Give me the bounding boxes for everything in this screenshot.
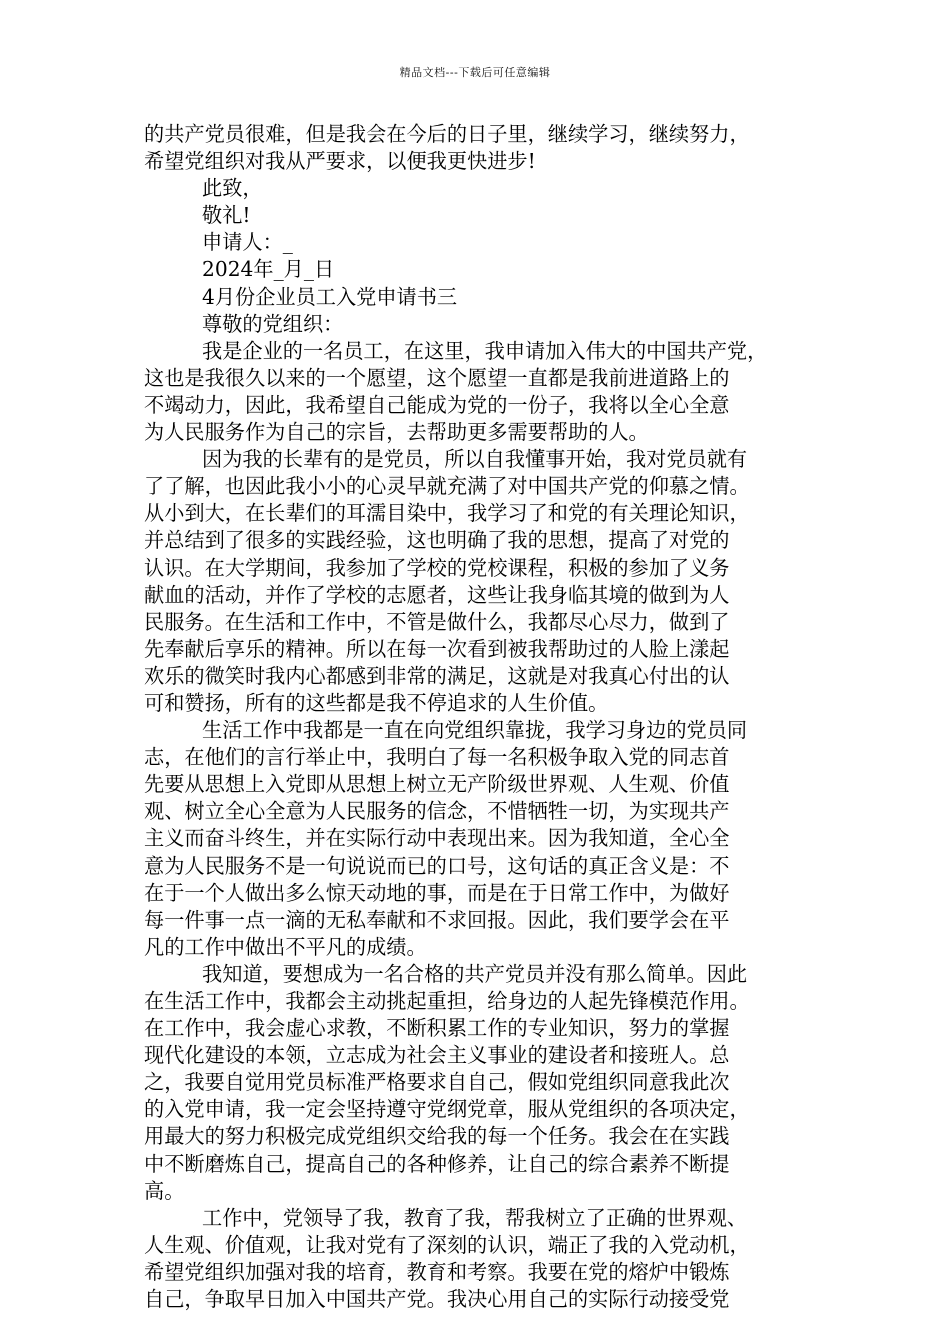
text-line: 观、树立全心全意为人民服务的信念，不惜牺牲一切，为实现共产	[144, 799, 730, 824]
text-line: 欢乐的微笑时我内心都感到非常的满足，这就是对我真心付出的认	[144, 663, 730, 688]
text-line: 不竭动力，因此，我希望自己能成为党的一份子，我将以全心全意	[144, 392, 730, 417]
text-line: 现代化建设的本领，立志成为社会主义事业的建设者和接班人。总	[144, 1043, 730, 1068]
text-line: 的入党申请，我一定会坚持遵守党纲党章，服从党组织的各项决定，	[144, 1097, 750, 1122]
text-line: 认识。在大学期间，我参加了学校的党校课程，积极的参加了义务	[144, 555, 730, 580]
text-line: 主义而奋斗终生，并在实际行动中表现出来。因为我知道，全心全	[144, 826, 730, 851]
text-line: 这也是我很久以来的一个愿望，这个愿望一直都是我前进道路上的	[144, 365, 730, 390]
text-line: 希望党组织对我从严要求，以便我更快进步!	[144, 149, 536, 174]
text-line: 4月份企业员工入党申请书三	[202, 284, 458, 309]
text-line: 的共产党员很难，但是我会在今后的日子里，继续学习，继续努力，	[144, 122, 750, 146]
text-line: 申请人：_	[202, 230, 293, 255]
document-body	[144, 121, 822, 1313]
text-line: 了了解，也因此我小小的心灵早就充满了对中国共产党的仰慕之情。	[144, 474, 750, 499]
text-line: 因为我的长辈有的是党员，所以自我懂事开始，我对党员就有	[202, 447, 748, 472]
text-line: 可和赞扬，所有的这些都是我不停追求的人生价值。	[144, 690, 609, 715]
text-line: 意为人民服务不是一句说说而已的口号，这句话的真正含义是：不	[144, 853, 730, 878]
text-line: 尊敬的党组织：	[202, 311, 344, 336]
text-line: 人生观、价值观，让我对党有了深刻的认识，端正了我的入党动机，	[144, 1232, 750, 1257]
text-line: 此致，	[202, 176, 263, 201]
text-line: 先奉献后享乐的精神。所以在每一次看到被我帮助过的人脸上漾起	[144, 636, 730, 661]
text-line: 我是企业的一名员工，在这里，我申请加入伟大的中国共产党，	[202, 338, 768, 363]
text-line: 之，我要自觉用党员标准严格要求自自己，假如党组织同意我此次	[144, 1070, 730, 1095]
text-line: 生活工作中我都是一直在向党组织靠拢，我学习身边的党员同	[202, 718, 748, 743]
text-line: 志，在他们的言行举止中，我明白了每一名积极争取入党的同志首	[144, 745, 730, 770]
text-line: 我知道，要想成为一名合格的共产党员并没有那么简单。因此	[202, 961, 748, 986]
text-line: 高。	[144, 1178, 185, 1203]
text-line: 自己，争取早日加入中国共产党。我决心用自己的实际行动接受党	[144, 1287, 730, 1312]
text-line: 并总结到了很多的实践经验，这也明确了我的思想，提高了对党的	[144, 528, 730, 553]
text-line: 中不断磨炼自己，提高自己的各种修养，让自己的综合素养不断提	[144, 1151, 730, 1176]
text-line: 凡的工作中做出不平凡的成绩。	[144, 934, 427, 959]
text-line: 用最大的努力积极完成党组织交给我的每一个任务。我会在在实践	[144, 1124, 730, 1149]
text-line: 希望党组织加强对我的培育，教育和考察。我要在党的熔炉中锻炼	[144, 1259, 730, 1284]
text-line: 献血的活动，并作了学校的志愿者，这些让我身临其境的做到为人	[144, 582, 730, 607]
text-line: 敬礼!	[202, 203, 251, 228]
text-line: 在工作中，我会虚心求教，不断积累工作的专业知识，努力的掌握	[144, 1016, 730, 1041]
text-line: 每一件事一点一滴的无私奉献和不求回报。因此，我们要学会在平	[144, 907, 730, 932]
text-line: 从小到大，在长辈们的耳濡目染中，我学习了和党的有关理论知识，	[144, 501, 750, 526]
text-line: 先要从思想上入党即从思想上树立无产阶级世界观、人生观、价值	[144, 772, 730, 797]
text-line: 民服务。在生活和工作中，不管是做什么，我都尽心尽力，做到了	[144, 609, 730, 634]
page-header: 精品文档---下载后可任意编辑	[399, 66, 551, 79]
text-line: 在于一个人做出多么惊天动地的事，而是在于日常工作中，为做好	[144, 880, 730, 905]
text-line: 在生活工作中，我都会主动挑起重担，给身边的人起先锋模范作用。	[144, 989, 750, 1013]
text-line: 为人民服务作为自己的宗旨，去帮助更多需要帮助的人。	[144, 420, 649, 445]
text-line: 工作中，党领导了我，教育了我，帮我树立了正确的世界观、	[202, 1205, 748, 1230]
text-line: 2024年_月_日	[202, 257, 335, 282]
